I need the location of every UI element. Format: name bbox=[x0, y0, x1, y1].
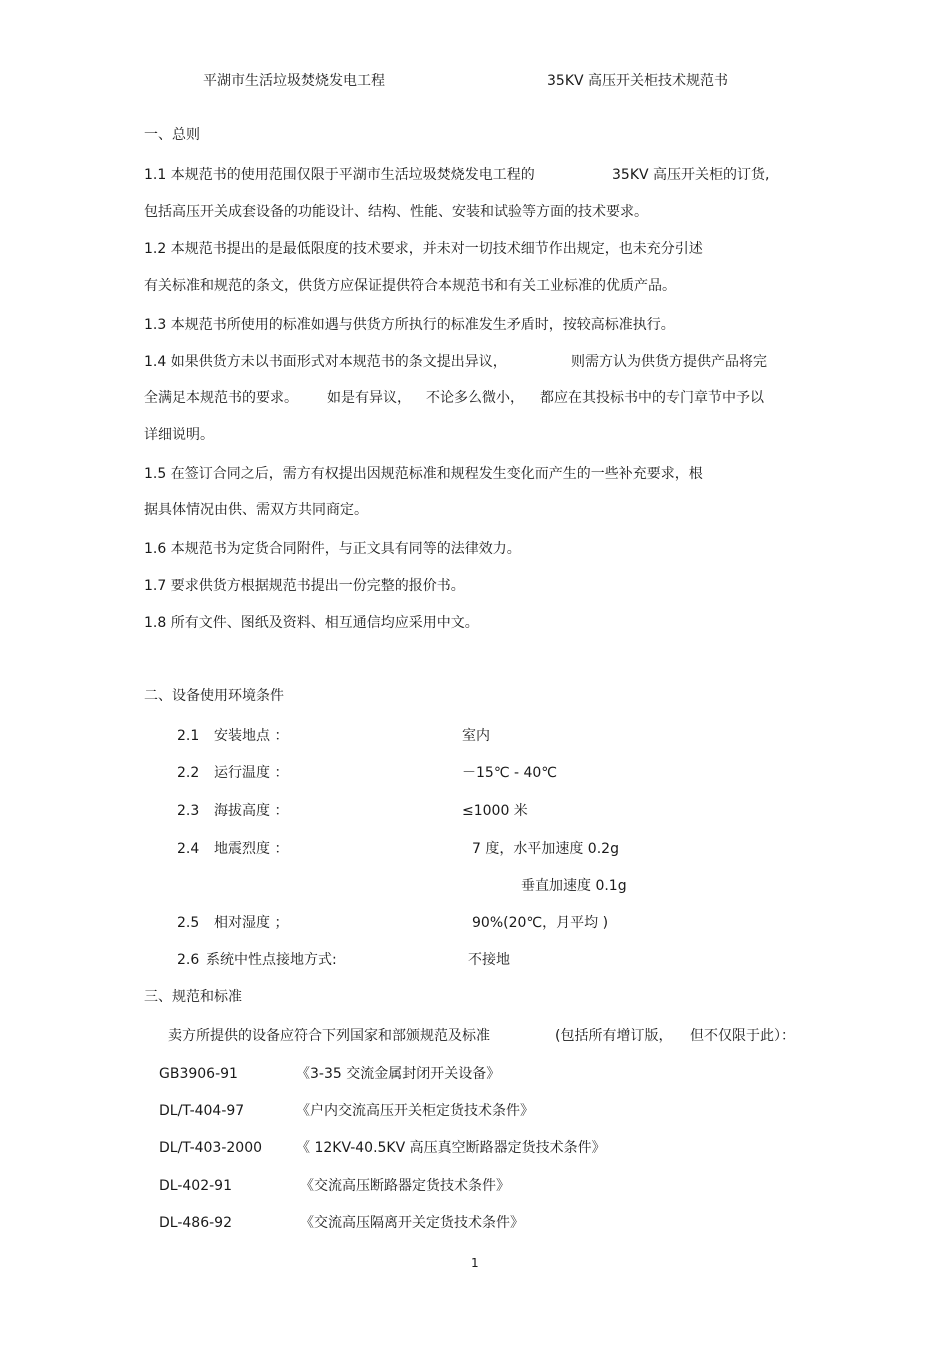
paragraph-line: 包括高压开关成套设备的功能设计、结构、性能、安装和试验等方面的技术要求。 bbox=[144, 204, 648, 220]
paragraph-line: 1.1 本规范书的使用范围仅限于平湖市生活垃圾焚烧发电工程的 bbox=[144, 167, 535, 183]
standard-name: 《交流高压隔离开关定货技术条件》 bbox=[300, 1215, 524, 1231]
section3-heading: 三、规范和标准 bbox=[144, 989, 242, 1005]
condition-label: 系统中性点接地方式: bbox=[206, 952, 337, 968]
standard-name: 《 12KV-40.5KV 高压真空断路器定货技术条件》 bbox=[296, 1140, 606, 1156]
condition-number: 2.3 bbox=[177, 803, 200, 819]
condition-label: 地震烈度 ： bbox=[214, 841, 289, 857]
paragraph-line: 如是有异议， bbox=[327, 390, 411, 406]
section2-heading: 二、设备使用环境条件 bbox=[144, 688, 284, 704]
condition-number: 2.1 bbox=[177, 728, 200, 744]
paragraph-line: 据具体情况由供、需双方共同商定。 bbox=[144, 502, 368, 518]
condition-number: 2.2 bbox=[177, 765, 200, 781]
standard-code: DL/T-404-97 bbox=[159, 1103, 245, 1119]
standard-code: DL-402-91 bbox=[159, 1178, 232, 1194]
paragraph-line: 1.6 本规范书为定货合同附件，与正文具有同等的法律效力。 bbox=[144, 541, 521, 557]
condition-value: 垂直加速度 0.1g bbox=[521, 878, 627, 894]
header-doc-title: 35KV 高压开关柜技术规范书 bbox=[547, 73, 729, 89]
condition-value: 室内 bbox=[462, 728, 490, 744]
paragraph-line: 1.2 本规范书提出的是最低限度的技术要求，并未对一切技术细节作出规定，也未充分引述 bbox=[144, 241, 703, 257]
standard-name: 《户内交流高压开关柜定货技术条件》 bbox=[296, 1103, 534, 1119]
condition-value: 不接地 bbox=[468, 952, 510, 968]
condition-value: ≤1000 米 bbox=[462, 803, 528, 819]
paragraph-line: 35KV 高压开关柜的订货, bbox=[612, 167, 770, 183]
condition-value: －15℃ - 40℃ bbox=[462, 765, 558, 781]
condition-value: 7 度，水平加速度 0.2g bbox=[472, 841, 619, 857]
standard-name: 《3-35 交流金属封闭开关设备》 bbox=[296, 1066, 501, 1082]
paragraph-line: 不论多么微小， bbox=[426, 390, 524, 406]
paragraph-line: 都应在其投标书中的专门章节中予以 bbox=[540, 390, 764, 406]
header-project: 平湖市生活垃圾焚烧发电工程 bbox=[203, 73, 385, 89]
paragraph-line: 1.5 在签订合同之后，需方有权提出因规范标准和规程发生变化而产生的一些补充要求，根 bbox=[144, 466, 703, 482]
paragraph-line: 1.4 如果供货方未以书面形式对本规范书的条文提出异议， bbox=[144, 354, 507, 370]
condition-label: 海拔高度 ： bbox=[214, 803, 289, 819]
section1-heading: 一、总则 bbox=[144, 127, 200, 143]
paragraph-line: 1.7 要求供货方根据规范书提出一份完整的报价书。 bbox=[144, 578, 465, 594]
condition-number: 2.5 bbox=[177, 915, 200, 931]
condition-value: 90%(20℃，月平均 ) bbox=[472, 915, 609, 931]
standard-name: 《交流高压断路器定货技术条件》 bbox=[300, 1178, 510, 1194]
paragraph-line: 1.3 本规范书所使用的标准如遇与供货方所执行的标准发生矛盾时，按较高标准执行。 bbox=[144, 317, 675, 333]
standards-intro: 但不仅限于此）： bbox=[690, 1028, 795, 1044]
paragraph-line: 则需方认为供货方提供产品将完 bbox=[571, 354, 767, 370]
standard-code: DL/T-403-2000 bbox=[159, 1140, 263, 1156]
paragraph-line: 有关标准和规范的条文，供货方应保证提供符合本规范书和有关工业标准的优质产品。 bbox=[144, 278, 676, 294]
page-number: 1 bbox=[471, 1256, 479, 1270]
condition-label: 相对湿度 ； bbox=[214, 915, 289, 931]
standard-code: GB3906-91 bbox=[159, 1066, 238, 1082]
paragraph-line: 1.8 所有文件、图纸及资料、相互通信均应采用中文。 bbox=[144, 615, 479, 631]
standard-code: DL-486-92 bbox=[159, 1215, 232, 1231]
paragraph-line: 详细说明。 bbox=[144, 427, 214, 443]
paragraph-line: 全满足本规范书的要求。 bbox=[144, 390, 298, 406]
condition-label: 运行温度 ： bbox=[214, 765, 289, 781]
condition-number: 2.6 bbox=[177, 952, 200, 968]
standards-intro: (包括所有增订版， bbox=[555, 1028, 673, 1044]
condition-label: 安装地点 ： bbox=[214, 728, 289, 744]
standards-intro: 卖方所提供的设备应符合下列国家和部颁规范及标准 bbox=[168, 1028, 490, 1044]
condition-number: 2.4 bbox=[177, 841, 200, 857]
